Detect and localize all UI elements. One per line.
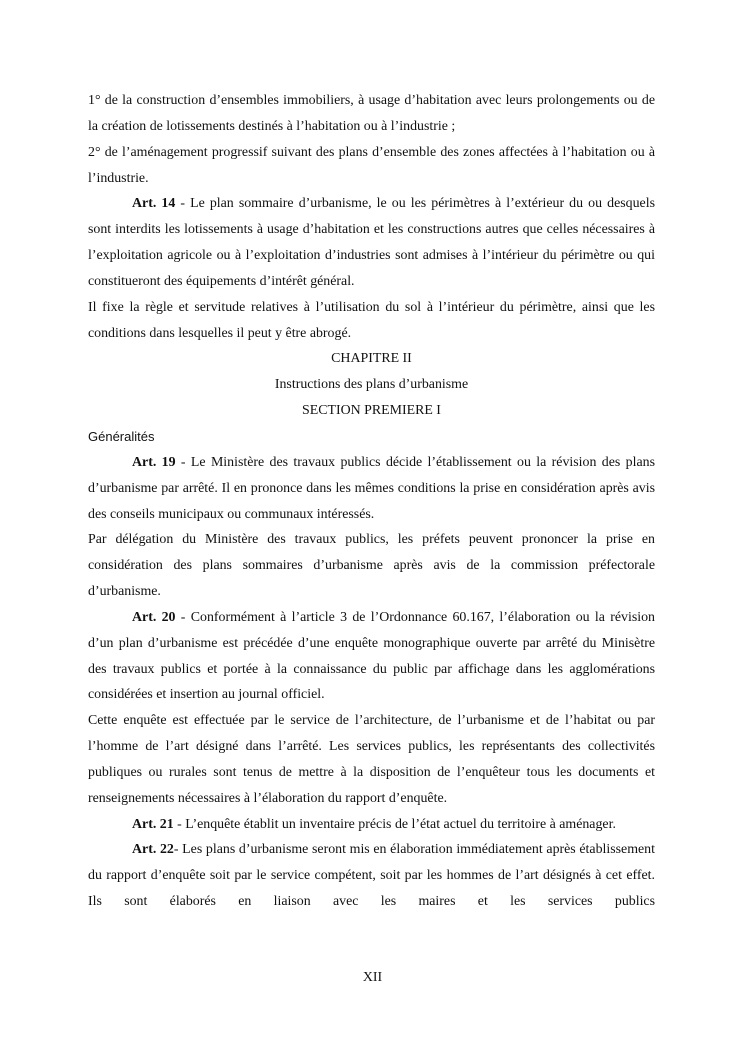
article-19-text: - Le Ministère des travaux publics décide l’établissement ou la révision des plans d’urbanisme par arrêté. Il en prononce dans les mêmes conditions la prise en considération après avis des conseils municipaux ou communaux intéressés. [88, 454, 655, 522]
article-20-label: Art. 20 [132, 609, 176, 625]
article-14-label: Art. 14 [132, 196, 176, 212]
article-22 [88, 837, 655, 915]
chapter-title: Instructions des plans d’urbanisme [274, 377, 469, 393]
article-21-label: Art. 21 [132, 816, 174, 832]
article-20 [88, 605, 655, 708]
document-page [88, 88, 655, 915]
paragraph-item-1: 1° de la construction d’ensembles immobiliers, à usage d’habitation avec leurs prolongements ou de la création de lotissements destinés à l’habitation ou à l’industrie ; [88, 93, 655, 134]
article-20-text: - Conformément à l’article 3 de l’Ordonnance 60.167, l’élaboration ou la révision d’un plan d’urbanisme est précédée d’une enquête monographique ouverte par arrêté du Minisètre des travaux publics et portée à la connaissance du public par affichage dans les agglomérations considérées et insertion au journal officiel. [88, 609, 655, 703]
section-heading: SECTION PREMIERE I [302, 403, 441, 419]
article-19-label: Art. 19 [132, 454, 176, 470]
article-19 [88, 450, 655, 528]
article-22-label: Art. 22 [132, 842, 174, 858]
chapter-heading: CHAPITRE II [331, 351, 412, 367]
paragraph-item-2: 2° de l’aménagement progressif suivant des plans d’ensemble des zones affectées à l’habitation ou à l’industrie. [88, 144, 655, 186]
article-21 [88, 812, 655, 838]
paragraph-article-20-continued: Cette enquête est effectuée par le service de l’architecture, de l’urbanisme et de l’habitat ou par l’homme de l’art désigné dans l’arrêté. Les services publics, les représentants des collectivités publiques ou rurales sont tenus de mettre à la disposition de l’enquêteur tous les documents et renseignements nécessaires à l’élaboration du rapport d’enquête. [88, 713, 655, 806]
article-21-text: - L’enquête établit un inventaire précis de l’état actuel du territoire à aménager. [173, 816, 616, 832]
paragraph-article-14-continued: Il fixe la règle et servitude relatives à l’utilisation du sol à l’intérieur du périmètre, ainsi que les conditions dans lesquelles il peut y être abrogé. [88, 299, 655, 341]
article-22-text: - Les plans d’urbanisme seront mis en élaboration immédiatement après établissement du rapport d’enquête soit par le service compétent, soit par les hommes de l’art désignés à cet effet. Ils sont élaborés en liaison avec les maires et les services publics [88, 842, 655, 910]
article-14 [88, 191, 655, 294]
page-number: XII [362, 970, 383, 985]
subsection-heading: Généralités [88, 428, 155, 444]
article-14-text: - Le plan sommaire d’urbanisme, le ou les périmètres à l’extérieur du ou desquels sont interdits les lotissements à usage d’habitation et les constructions autres que celles nécessaires à l’exploitation agricole ou à l’exploitation d’industries sont admises à l’intérieur du périmètre ou qui constitueront des équipements d’intérêt général. [88, 196, 655, 289]
paragraph-article-19-continued: Par délégation du Ministère des travaux publics, les préfets peuvent prononcer la prise en considération des plans sommaires d’urbanisme après avis de la commission préfectorale d’urbanisme. [88, 532, 655, 600]
